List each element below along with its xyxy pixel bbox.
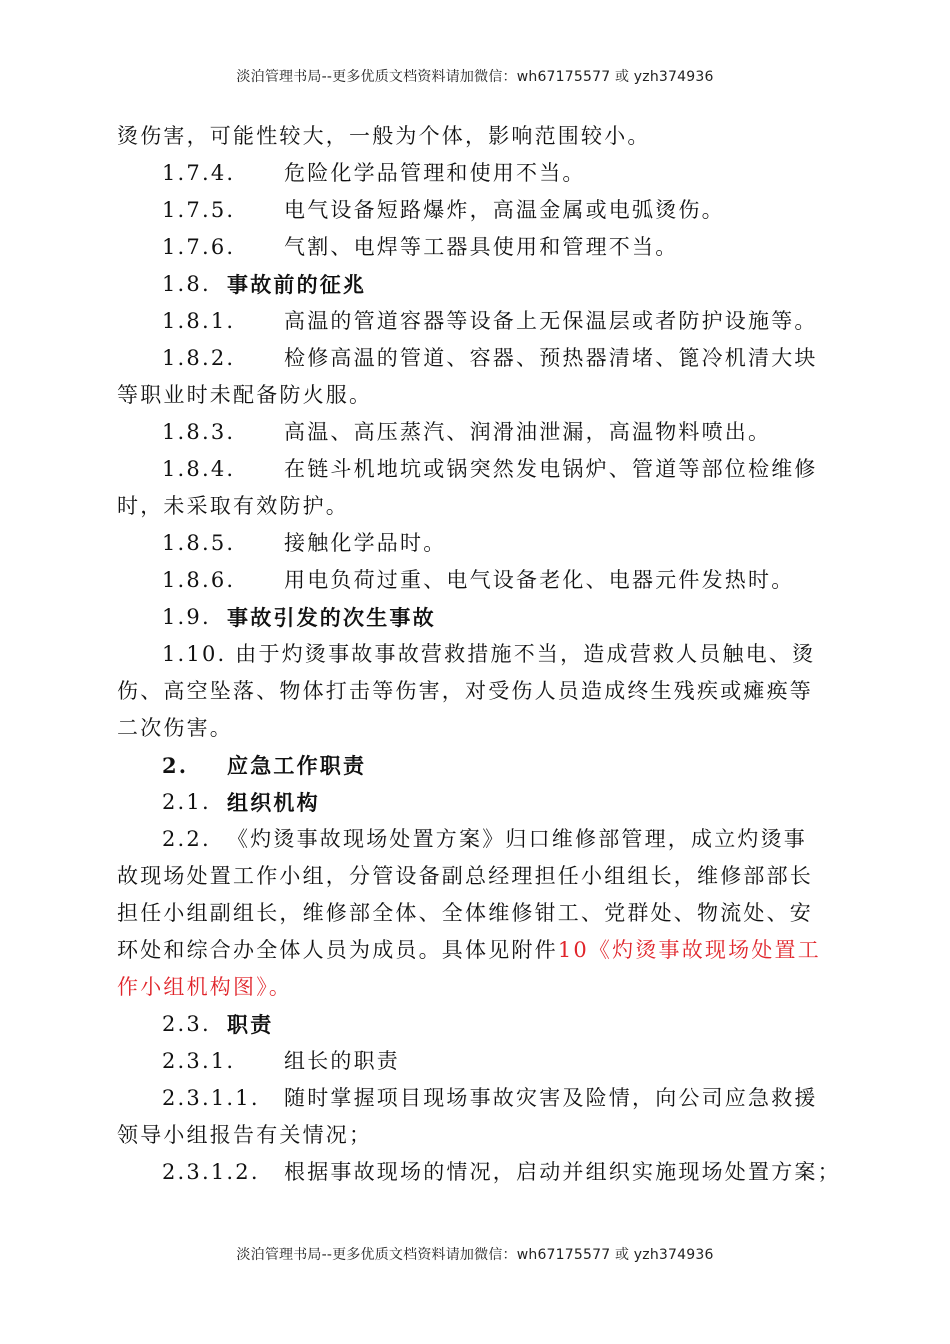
paragraph-line: 等职业时未配备防火服。 <box>117 383 373 407</box>
paragraph-line: 领导小组报告有关情况； <box>117 1123 373 1147</box>
page-footer: 淡泊管理书局--更多优质文档资料请加微信：wh67175577 或 yzh374936 <box>236 1247 714 1263</box>
list-item <box>117 303 837 340</box>
item-number: 1.8.2. <box>162 346 236 370</box>
item-number: 1.8.6. <box>162 568 236 592</box>
item-number: 1.8.5. <box>162 531 236 555</box>
section-heading <box>117 784 837 821</box>
item-text: 气割、电焊等工器具使用和管理不当。 <box>284 235 679 259</box>
item-text: 检修高温的管道、容器、预热器清堵、篦冷机清大块 <box>284 346 818 370</box>
item-number: 1.7.5. <box>162 198 236 222</box>
heading-text: 事故引发的次生事故 <box>227 605 436 630</box>
page-header: 淡泊管理书局--更多优质文档资料请加微信：wh67175577 或 yzh374936 <box>236 69 714 85</box>
heading-number: 2. <box>162 753 189 778</box>
heading-number: 2.3. <box>162 1012 211 1036</box>
heading-number: 1.9. <box>162 605 211 629</box>
section-heading <box>117 1006 837 1043</box>
item-text: 在链斗机地坑或锅突然发电锅炉、管道等部位检维修 <box>284 457 818 481</box>
item-text: 用电负荷过重、电气设备老化、电器元件发热时。 <box>284 568 795 592</box>
paragraph-line: 1.10. 由于灼烫事故事故营救措施不当，造成营救人员触电、烫 <box>162 642 816 666</box>
item-text: 随时掌握项目现场事故灾害及险情，向公司应急救援 <box>284 1086 818 1110</box>
item-text: 接触化学品时。 <box>284 531 447 555</box>
paragraph-line: 时，未采取有效防护。 <box>117 494 349 518</box>
paragraph-line: 故现场处置工作小组，分管设备副总经理担任小组组长，维修部部长 <box>117 864 813 888</box>
item-number: 2.3.1. <box>162 1049 236 1073</box>
attachment-reference: 10《灼烫事故现场处置工 <box>557 938 821 962</box>
item-text: 根据事故现场的情况，启动并组织实施现场处置方案； <box>284 1160 841 1184</box>
item-number: 1.7.4. <box>162 161 236 185</box>
paragraph-line <box>117 932 837 969</box>
document-body <box>117 118 841 1191</box>
heading-text: 应急工作职责 <box>227 753 367 778</box>
item-number: 2.3.1.2. <box>162 1160 260 1184</box>
section-heading <box>117 747 837 784</box>
attachment-reference: 作小组机构图》。 <box>117 975 293 999</box>
item-text: 组长的职责 <box>284 1049 400 1073</box>
paragraph-line: 二次伤害。 <box>117 716 233 740</box>
item-text: 高温的管道容器等设备上无保温层或者防护设施等。 <box>284 309 818 333</box>
item-text: 危险化学品管理和使用不当。 <box>284 161 586 185</box>
paragraph-line: 伤、高空坠落、物体打击等伤害，对受伤人员造成终生残疾或瘫痪等 <box>117 679 813 703</box>
paragraph-line: 烫伤害，可能性较大，一般为个体，影响范围较小。 <box>117 124 651 148</box>
list-item <box>117 1043 837 1080</box>
list-item <box>117 821 837 858</box>
heading-text: 职责 <box>227 1012 274 1037</box>
paragraph-text: 环处和综合办全体人员为成员。具体见附件 <box>117 938 558 962</box>
heading-number: 1.8. <box>162 272 211 296</box>
list-item <box>117 340 837 377</box>
item-text: 电气设备短路爆炸，高温金属或电弧烫伤。 <box>284 198 725 222</box>
heading-text: 事故前的征兆 <box>227 272 367 297</box>
item-number: 1.8.1. <box>162 309 236 333</box>
item-text: 《灼烫事故现场处置方案》归口维修部管理，成立灼烫事 <box>227 827 807 851</box>
item-number: 1.7.6. <box>162 235 236 259</box>
item-number: 1.8.4. <box>162 457 236 481</box>
list-item <box>117 155 837 192</box>
list-item <box>117 192 837 229</box>
item-number: 2.2. <box>162 827 211 851</box>
list-item <box>117 562 837 599</box>
heading-text: 组织机构 <box>227 790 320 815</box>
list-item <box>117 525 837 562</box>
section-heading <box>117 599 837 636</box>
list-item <box>117 1080 837 1117</box>
list-item <box>117 414 837 451</box>
list-item <box>117 451 837 488</box>
heading-number: 2.1. <box>162 790 211 814</box>
section-heading <box>117 266 837 303</box>
paragraph-line: 担任小组副组长，维修部全体、全体维修钳工、党群处、物流处、安 <box>117 901 813 925</box>
list-item <box>117 229 837 266</box>
item-text: 高温、高压蒸汽、润滑油泄漏，高温物料喷出。 <box>284 420 772 444</box>
item-number: 2.3.1.1. <box>162 1086 260 1110</box>
item-number: 1.8.3. <box>162 420 236 444</box>
list-item <box>117 1154 841 1191</box>
